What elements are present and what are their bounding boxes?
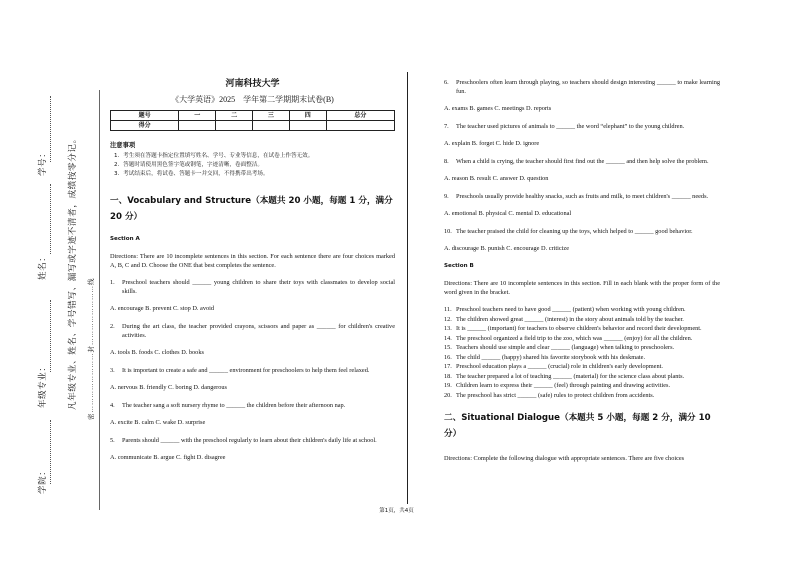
score-entry-cell — [216, 121, 253, 131]
item-number: 17. — [444, 363, 452, 370]
note-item: 1．考生须在答题卡指定位置填写姓名、学号、专业等信息，在试卷上作答无效。 — [114, 153, 314, 159]
question-number: 9. — [444, 193, 449, 200]
score-table-cell: 二 — [216, 111, 253, 121]
list-item — [444, 353, 720, 362]
question-options: A. excite B. calm C. wake D. surprise — [110, 419, 206, 426]
question-options: A. encourage B. prevent C. stop D. avoid — [110, 305, 215, 312]
list-item — [444, 305, 720, 314]
left-column — [110, 78, 395, 471]
question-options: A. reason B. result C. answer D. question — [444, 175, 549, 182]
question-text: Preschools usually provide healthy snacks, such as fruits and milk, to meet children's ______ needs. — [456, 193, 709, 200]
item-number: 14. — [444, 334, 452, 342]
question-number: 1. — [110, 279, 115, 286]
list-item — [444, 334, 720, 343]
question-number: 10. — [444, 228, 452, 235]
question-options: A. exams B. games C. meetings D. reports — [444, 105, 552, 112]
right-column — [444, 78, 720, 471]
score-table-cell: 三 — [252, 111, 289, 121]
section-a-directions: Directions: There are 10 incomplete sentences in this section. For each sentence there are four choices marked A, B, C and D. Choose the ONE that best completes the sentence. — [110, 253, 395, 269]
item-text: The children showed great ______ (interest) in the story about animals told by the teacher. — [456, 315, 684, 323]
score-table-cell: 总分 — [326, 111, 394, 121]
list-item — [444, 315, 720, 324]
item-number: 15. — [444, 344, 452, 351]
question-text: Parents should ______ with the preschool regularly to learn about their children's daily life at school. — [122, 437, 377, 444]
list-item — [444, 343, 720, 352]
item-text: It is ______ (important) for teachers to observe children's behavior and record their development. — [456, 325, 702, 332]
note-item: 3．考试结束后，将试卷、答题卡一并交回，不得携带出考场。 — [114, 171, 269, 177]
item-text: Preschool education plays a ______ (crucial) role in children's early development. — [456, 363, 663, 370]
list-item — [444, 372, 720, 381]
question-number: 2. — [110, 323, 115, 330]
item-text: The child ______ (happy) shared his favorite storybook with his deskmate. — [456, 353, 646, 361]
list-item — [444, 381, 720, 390]
item-text: The teacher prepared a lot of teaching ______ (material) for the science class about plants. — [456, 372, 685, 380]
question-number: 4. — [110, 402, 115, 409]
item-number: 12. — [444, 315, 452, 323]
score-entry-cell — [252, 121, 289, 131]
column-divider — [407, 72, 408, 504]
college-label: 学院： — [37, 466, 47, 494]
list-item — [444, 362, 720, 371]
score-table-header-row — [111, 111, 395, 121]
item-text: The preschool has strict ______ (safe) rules to protect children from accidents. — [456, 391, 655, 399]
university-name: 河南科技大学 — [225, 79, 280, 89]
score-table — [110, 110, 395, 131]
item-text: Teachers should use simple and clear ______ (language) when talking to preschoolers. — [456, 344, 675, 351]
question-options: A. communicate B. argue C. fight D. disagree — [110, 454, 226, 461]
question-options: A. discourage B. punish C. encourage D. criticize — [444, 245, 570, 252]
question-text: Preschool teachers should ______ young children to share their toys with classmates to develop social skills. — [122, 279, 395, 295]
section-b-directions: Directions: There are 10 incomplete sentences in this section. Fill in each blank with the proper form of the word given in the bracket. — [444, 280, 720, 296]
question-number: 8. — [444, 158, 449, 165]
question-text: When a child is crying, the teacher should first find out the ______ and then help solve the problem. — [456, 158, 709, 165]
question-options: A. emotional B. physical C. mental D. educational — [444, 210, 572, 217]
question-number: 7. — [444, 123, 449, 130]
item-number: 19. — [444, 382, 452, 389]
note-item: 2．答题时请使用黑色签字笔或钢笔，字迹清晰，卷面整洁。 — [114, 162, 263, 168]
section2-heading: 二、Situational Dialogue（本题共 5 小题，每题 2 分，满分 10 分） — [444, 412, 711, 439]
item-number: 11. — [444, 306, 452, 313]
question — [444, 122, 720, 131]
list-item — [444, 324, 720, 333]
question — [444, 192, 720, 201]
score-table-cell: 得分 — [111, 121, 179, 131]
question — [110, 322, 395, 340]
question-text: Preschoolers often learn through playing, so teachers should design interesting ______ to make learning fun. — [456, 79, 720, 95]
list-item — [444, 391, 720, 400]
name-label: 姓名： — [37, 252, 47, 280]
seal-line — [99, 90, 100, 510]
question — [110, 436, 395, 445]
score-table-cell: 四 — [289, 111, 326, 121]
grade-major-underline — [50, 300, 51, 372]
question — [110, 278, 395, 296]
question-text: It is important to create a safe and ______ environment for preschoolers to help them feel relaxed. — [122, 367, 370, 374]
question — [444, 157, 720, 166]
question-number: 6. — [444, 79, 449, 86]
question-options: A. tools B. foods C. clothes D. books — [110, 349, 204, 356]
section2-directions: Directions: Complete the following dialogue with appropriate sentences. There are five choices — [444, 454, 685, 462]
question — [444, 78, 720, 96]
student-id-underline — [50, 96, 51, 162]
item-text: Children learn to express their ______ (feel) through painting and drawing activities. — [456, 382, 671, 389]
item-number: 18. — [444, 372, 452, 380]
question-text: The teacher used pictures of animals to ______ the word “elephant” to the young children. — [456, 123, 685, 130]
fill-in-list — [444, 305, 720, 400]
question-text: The teacher praised the child for cleaning up the toys, which helped to ______ good behavior. — [456, 228, 693, 235]
warning-text: 凡年级专业、姓名、学号错写、漏写或字迹不清者，成绩按零分记。 — [67, 134, 77, 410]
section-a-label: Section A — [110, 236, 140, 242]
item-number: 13. — [444, 325, 452, 332]
question-options: A. nervous B. friendly C. boring D. dangerous — [110, 384, 227, 391]
page-footer: 第1页，共4页 — [379, 508, 414, 514]
question-text: During the art class, the teacher provided crayons, scissors and paper as ______ for children's creative activities. — [122, 323, 395, 339]
item-text: Preschool teachers need to have good ______ (patient) when working with young children. — [456, 306, 686, 313]
item-text: The preschool organized a field trip to the zoo, which was ______ (enjoy) for all the children. — [456, 334, 693, 342]
student-id-label: 学号： — [37, 148, 47, 176]
question — [110, 401, 395, 410]
score-entry-cell — [289, 121, 326, 131]
question-text: The teacher sang a soft nursery rhyme to ______ the children before their afternoon nap. — [122, 402, 346, 409]
section1-heading: 一、Vocabulary and Structure（本题共 20 小题，每题 1 分，满分 20 分） — [110, 196, 393, 222]
seal-line-text: 密……………………封……………………线 — [88, 277, 95, 420]
notes-title: 注意事项 — [110, 142, 136, 149]
name-underline — [50, 184, 51, 254]
score-table-score-row — [111, 121, 395, 131]
question-number: 3. — [110, 367, 115, 374]
question-number: 5. — [110, 437, 115, 444]
score-entry-cell — [179, 121, 216, 131]
exam-title: 《大学英语》2025 学年第二学期期末试卷(B) — [171, 95, 334, 104]
question — [110, 366, 395, 375]
section-b-label: Section B — [444, 263, 474, 269]
college-underline — [50, 420, 51, 484]
score-table-cell: 一 — [179, 111, 216, 121]
question — [444, 227, 720, 236]
item-number: 16. — [444, 353, 452, 361]
grade-major-label: 年级专业： — [37, 362, 47, 408]
question-options: A. explain B. forget C. hide D. ignore — [444, 140, 540, 147]
score-entry-cell — [326, 121, 394, 131]
item-number: 20. — [444, 391, 452, 399]
score-table-cell: 题号 — [111, 111, 179, 121]
